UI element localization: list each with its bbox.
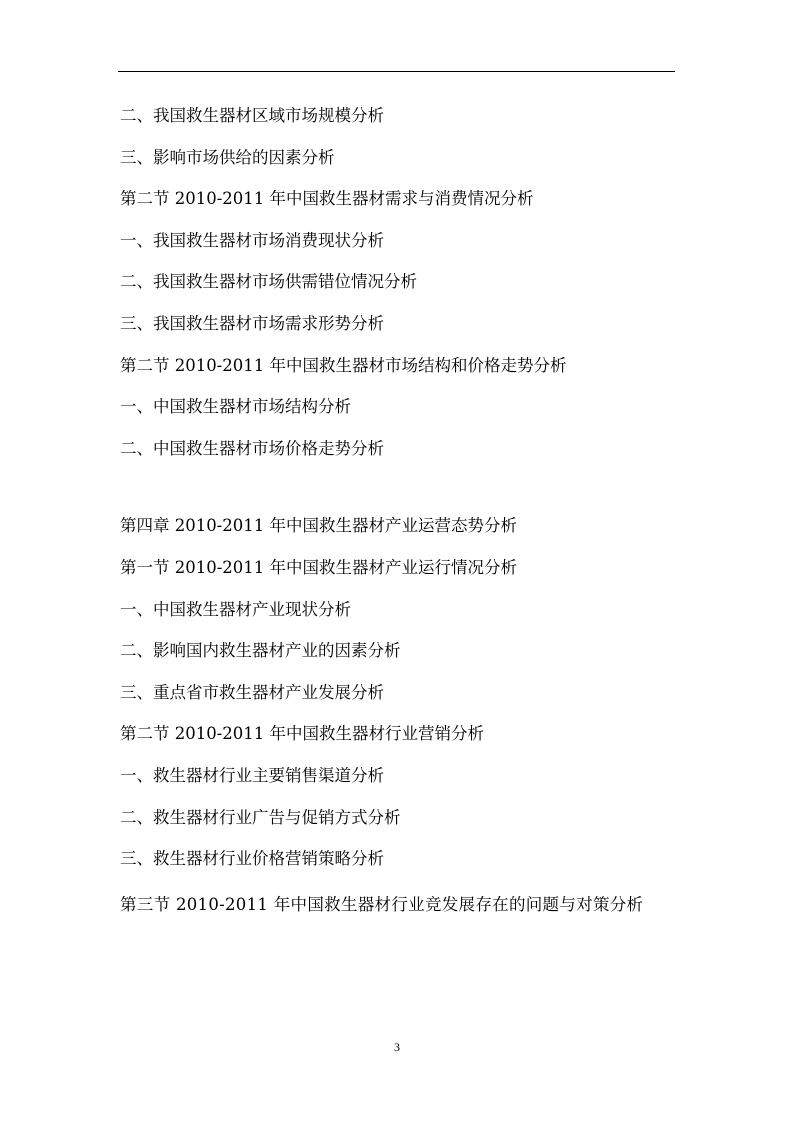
toc-line: 三、影响市场供给的因素分析 — [120, 147, 335, 167]
toc-line: 第二节 2010-2011 年中国救生器材市场结构和价格走势分析 — [120, 355, 567, 375]
toc-line-wrapped: 第三节 2010-2011 年中国救生器材行业竞发展存在的问题与对策分析 — [120, 894, 644, 914]
toc-line: 二、中国救生器材市场价格走势分析 — [120, 438, 384, 458]
toc-line: 二、我国救生器材市场供需错位情况分析 — [120, 272, 417, 292]
toc-line: 二、影响国内救生器材产业的因素分析 — [120, 641, 401, 661]
toc-line: 一、我国救生器材市场消费现状分析 — [120, 230, 384, 250]
toc-line: 第二节 2010-2011 年中国救生器材需求与消费情况分析 — [120, 189, 534, 209]
section-gap — [120, 474, 680, 510]
toc-line: 第一节 2010-2011 年中国救生器材产业运行情况分析 — [120, 557, 518, 577]
toc-line: 二、救生器材行业广告与促销方式分析 — [120, 807, 401, 827]
toc-line: 一、中国救生器材产业现状分析 — [120, 599, 351, 619]
toc-line: 二、我国救生器材区域市场规模分析 — [120, 106, 384, 125]
toc-line: 三、我国救生器材市场需求形势分析 — [120, 313, 384, 333]
toc-line: 一、中国救生器材市场结构分析 — [120, 397, 351, 417]
toc-chapter-heading: 第四章 2010-2011 年中国救生器材产业运营态势分析 — [120, 516, 518, 536]
toc-line: 三、重点省市救生器材产业发展分析 — [120, 682, 384, 702]
table-of-contents — [120, 100, 680, 925]
page-number: 3 — [394, 1040, 400, 1054]
toc-line: 一、救生器材行业主要销售渠道分析 — [120, 765, 384, 785]
header-rule — [118, 71, 675, 72]
toc-line: 第二节 2010-2011 年中国救生器材行业营销分析 — [120, 724, 485, 744]
toc-line: 三、救生器材行业价格营销策略分析 — [120, 849, 384, 869]
